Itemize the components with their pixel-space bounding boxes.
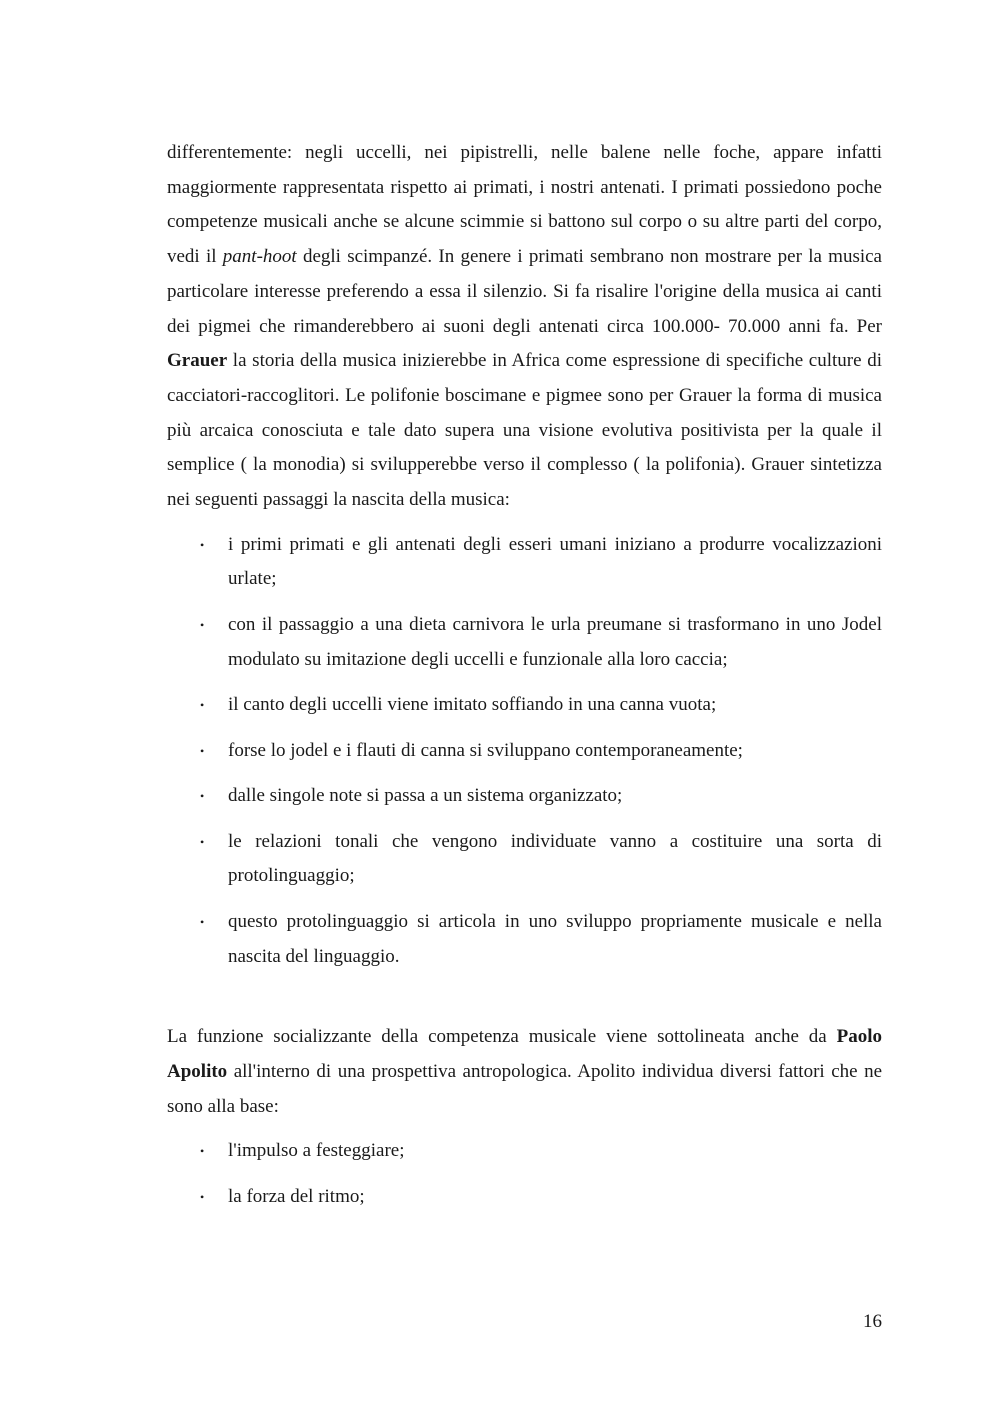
page-body	[167, 136, 882, 1215]
list-item	[167, 688, 882, 723]
list-item-text: l'impulso a festeggiare;	[228, 1140, 405, 1162]
bullet-icon: •	[200, 698, 205, 713]
list-item	[167, 528, 882, 597]
list-item-text: la forza del ritmo;	[228, 1185, 365, 1207]
bullet-icon: •	[200, 743, 205, 758]
list-item	[167, 779, 882, 814]
list-item-text: dalle singole note si passa a un sistema organizzato;	[228, 785, 623, 807]
bullet-icon: •	[200, 834, 205, 849]
bullet-list	[167, 1134, 882, 1214]
bold-name: Paolo Apolito	[167, 1026, 882, 1082]
page-number: 16	[863, 1311, 882, 1332]
list-item-text: il canto degli uccelli viene imitato soffiando in una canna vuota;	[228, 694, 717, 716]
italic-term: pant-hoot	[222, 246, 297, 268]
body-paragraph	[167, 1020, 882, 1124]
list-item-text: questo protolinguaggio si articola in uno sviluppo propriamente musicale e nella nascita del linguaggio.	[228, 910, 882, 967]
bullet-icon: •	[200, 1144, 205, 1159]
list-item	[167, 905, 882, 974]
list-item	[167, 1134, 882, 1169]
bold-name: Grauer	[167, 350, 228, 372]
list-item-text: con il passaggio a una dieta carnivora le urla preumane si trasformano in uno Jodel modulato su imitazione degli uccelli e funzionale alla loro caccia;	[228, 613, 882, 670]
list-item-text: le relazioni tonali che vengono individuate vanno a costituire una sorta di protolinguaggio;	[228, 830, 882, 887]
bullet-icon: •	[200, 789, 205, 804]
paragraph-text: differentemente: negli uccelli, nei pipistrelli, nelle balene nelle foche, appare infatti maggiormente rappresentata rispetto ai primati, i nostri antenati. I primati possiedono poche competenze musicali anche se alcune scimmie si battono sul corpo o su altre parti del corpo, vedi il	[167, 142, 882, 268]
body-paragraph	[167, 136, 882, 518]
list-item	[167, 608, 882, 677]
paragraph-text: la storia della musica inizierebbe in Africa come espressione di specifiche culture di cacciatori-raccoglitori. Le polifonie boscimane e pigmee sono per Grauer la forma di musica più arcaica conosciuta e tale dato supera una visione evolutiva positivista per la quale il semplice ( la monodia) si svilupperebbe verso il complesso ( la polifonia). Grauer sintetizza nei seguenti passaggi la nascita della musica:	[167, 350, 882, 511]
list-item-text: forse lo jodel e i flauti di canna si sviluppano contemporaneamente;	[228, 739, 743, 761]
paragraph-text: degli scimpanzé. In genere i primati sembrano non mostrare per la musica particolare interesse preferendo a essa il silenzio. Si fa risalire l'origine della musica ai canti dei pigmei che rimanderebbero ai suoni degli antenati circa 100.000- 70.000 anni fa. Per	[167, 246, 882, 337]
bullet-icon: •	[200, 1189, 205, 1204]
paragraph-text: La funzione socializzante della competenza musicale viene sottolineata anche da	[167, 1026, 837, 1048]
list-item	[167, 1180, 882, 1215]
bullet-list	[167, 528, 882, 975]
bullet-icon: •	[200, 537, 205, 552]
bullet-icon: •	[200, 617, 205, 632]
paragraph-text: all'interno di una prospettiva antropologica. Apolito individua diversi fattori che ne sono alla base:	[167, 1060, 882, 1117]
list-item-text: i primi primati e gli antenati degli esseri umani iniziano a produrre vocalizzazioni urlate;	[228, 533, 882, 590]
bullet-icon: •	[200, 914, 205, 929]
list-item	[167, 734, 882, 769]
list-item	[167, 825, 882, 894]
